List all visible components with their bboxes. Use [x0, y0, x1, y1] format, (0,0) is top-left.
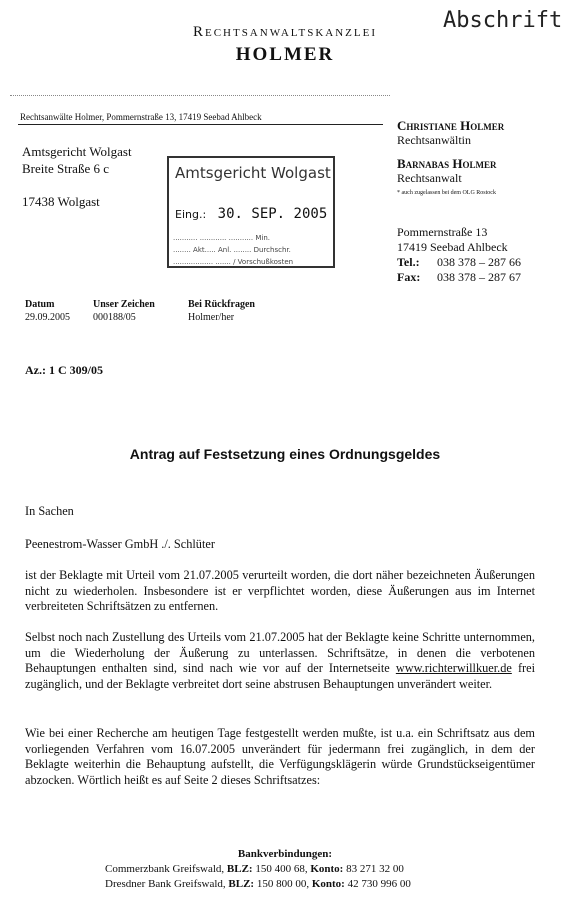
meta-contact-value: Holmer/her	[188, 312, 235, 323]
konto-2: 42 730 996 00	[347, 878, 411, 890]
sender-rule	[18, 124, 383, 125]
konto-label-2: Konto:	[311, 878, 345, 890]
case-number: Az.: 1 C 309/05	[25, 363, 103, 377]
blz-2: 150 800 00,	[256, 878, 310, 890]
meta-date	[25, 298, 70, 324]
blz-1: 150 400 68,	[255, 863, 308, 875]
meta-ref-value: 000188/05	[93, 312, 136, 323]
sender-line: Rechtsanwälte Holmer, Pommernstraße 13, 17419 Seebad Ahlbeck	[20, 112, 262, 122]
body-paragraph-3: ist der Beklagte mit Urteil vom 21.07.2005 verurteilt worden, die dort näher bezeichneten Äußerungen nicht zu wiederholen. Insbesondere ist er verpflichtet worden, diese Äußerungen aus im Internet verbreiteten Schriftsätzen zu entfernen.	[25, 568, 535, 613]
meta-reference	[93, 298, 155, 324]
stamp-date-row	[175, 206, 327, 222]
meta-date-value: 29.09.2005	[25, 312, 70, 323]
lawyers-block	[397, 118, 504, 201]
recipient-line-2: Breite Straße 6 c	[22, 161, 109, 176]
stamp-date: 30. SEP. 2005	[217, 206, 328, 222]
stamp-row-3: .................. ....... / Vorschußkosten	[173, 258, 294, 266]
document-headline: Antrag auf Festsetzung eines Ordnungsgeldes	[129, 446, 441, 462]
p4-text-end: frei zugänglich, und der Beklagte verbreitet dort seine abstrusen Behauptungen unverändert weiter.	[25, 661, 536, 691]
blz-label-2: BLZ:	[228, 878, 255, 890]
konto-label-1: Konto:	[310, 863, 344, 875]
firm-city: 17419 Seebad Ahlbeck	[397, 240, 508, 254]
stamp-title: Amtsgericht Wolgast	[175, 164, 331, 182]
body-paragraph-5: Wie bei einer Recherche am heutigen Tage festgestellt werden mußte, ist u.a. ein Schriftsatz aus dem vorliegenden Verfahren vom 16.07.2005 unverändert für jedermann frei zugänglich, in dem der Beklagte weiterhin die Behauptung aufstellt, die Verfügungsklägerin würde Grundstückseigentümer abzocken. Wörtlich heißt es auf Seite 2 dieses Schriftsatzes:	[25, 726, 535, 787]
recipient-address	[22, 143, 132, 210]
bank-row-2	[105, 878, 411, 890]
fax-label: Fax:	[397, 270, 421, 284]
lawyer-name-2: Barnabas Holmer	[397, 156, 497, 171]
meta-ref-label: Unser Zeichen	[93, 299, 155, 310]
bank-row-1	[105, 863, 404, 875]
meta-contact	[188, 298, 255, 324]
stamp-row-1: ........... ............ ........... Min.	[173, 234, 270, 242]
lawyer-name-1: Christiane Holmer	[397, 118, 505, 133]
body-paragraph-1: In Sachen	[25, 504, 74, 518]
header-divider	[10, 95, 390, 96]
website-link[interactable]: www.richterwillkuer.de	[395, 661, 512, 675]
body-paragraph-2: Peenestrom-Wasser GmbH ./. Schlüter	[25, 537, 215, 551]
stamp-row-2: ........ Akt..... Anl. ........ Durchschr.	[173, 246, 291, 254]
lawyer-title-1: Rechtsanwältin	[397, 133, 471, 147]
meta-date-label: Datum	[25, 299, 55, 310]
recipient-line-3: 17438 Wolgast	[22, 194, 100, 209]
copy-stamp: Abschrift	[443, 8, 563, 33]
body-paragraph-4	[25, 630, 535, 692]
firm-address	[397, 225, 521, 285]
lawyer-note-2: * auch zugelassen bei dem OLG Rostock	[397, 190, 496, 196]
fax-number: 038 378 – 287 67	[437, 270, 521, 284]
bank-title: Bankverbindungen:	[237, 848, 333, 860]
blz-label-1: BLZ:	[226, 863, 253, 875]
recipient-line-1: Amtsgericht Wolgast	[22, 144, 132, 159]
lawyer-title-2: Rechtsanwalt	[397, 171, 462, 185]
bank-name-2: Dresdner Bank Greifswald,	[105, 878, 226, 890]
bank-name-1: Commerzbank Greifswald,	[105, 863, 225, 875]
stamp-eing-label: Eing.:	[175, 208, 207, 221]
court-receipt-stamp	[167, 156, 335, 268]
konto-1: 83 271 32 00	[346, 863, 404, 875]
tel-label: Tel.:	[397, 255, 420, 269]
firm-name-line1: Rechtsanwaltskanzlei	[192, 24, 378, 40]
tel-number: 038 378 – 287 66	[437, 255, 521, 269]
firm-name-line2: HOLMER	[235, 44, 335, 65]
meta-contact-label: Bei Rückfragen	[188, 299, 255, 310]
firm-street: Pommernstraße 13	[397, 225, 488, 239]
p4-text-start: Selbst noch nach Zustellung des Urteils vom 21.07.2005 hat der Beklagte keine Schritte unternommen, um die Wiederholung der Äußerung zu unterlassen. Schriftsätze, in denen die verbotenen Behauptungen enthalten sind, sind nach wie vor auf der Internetseite	[25, 630, 535, 675]
